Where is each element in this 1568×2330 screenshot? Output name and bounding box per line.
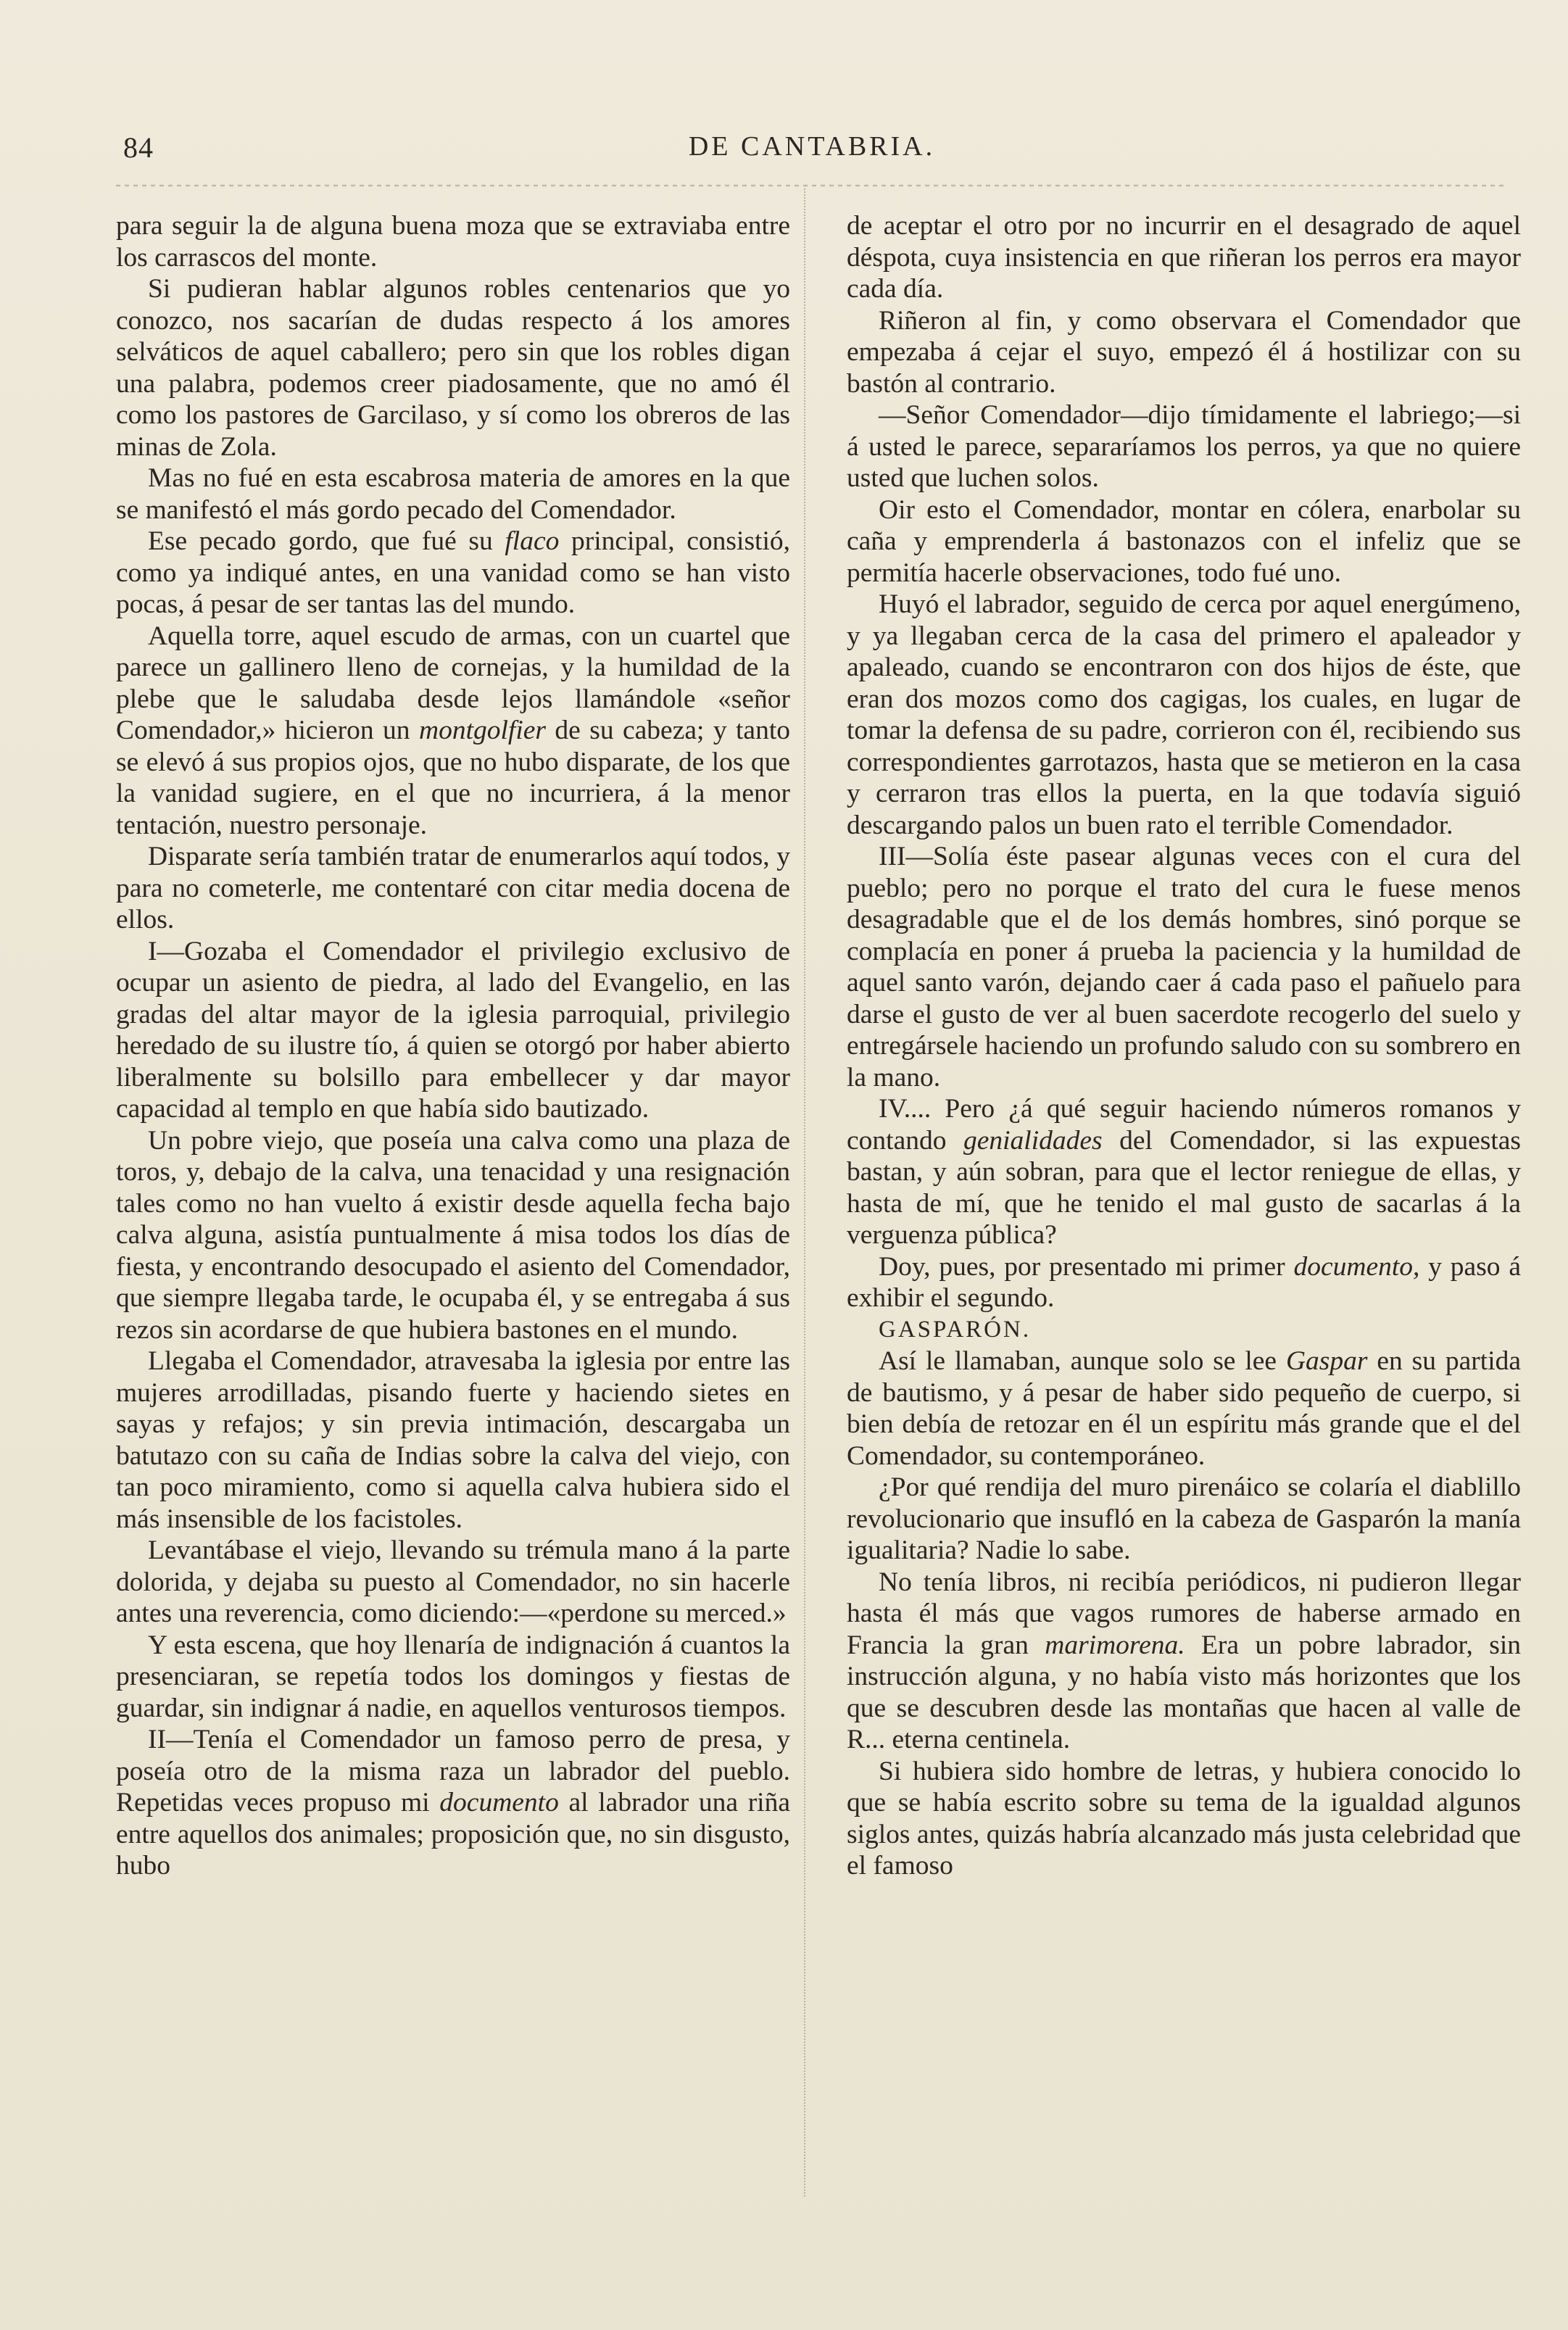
paragraph: para seguir la de alguna buena moza que se extraviaba entre los carrascos del monte.	[116, 211, 790, 273]
italic-text: Gaspar	[1285, 1346, 1368, 1376]
paragraph: No tenía libros, ni recibía periódicos, ni pudieron llegar hasta él más que vagos rumores de haberse armado en Francia la gran marimorena. Era un pobre labrador, sin instrucción alguna, y no había visto más horizontes que los que se descubren desde las montañas que hacen al valle de R... eterna centinela.	[847, 1567, 1521, 1754]
page-header	[116, 130, 1508, 174]
right-column	[847, 210, 1521, 1882]
column-divider	[804, 188, 805, 2197]
paragraph: III—Solía éste pasear algunas veces con el cura del pueblo; pero no porque el trato del cura le fuese menos desagradable que el de los demás hombres, sinó porque se complacía en poner á prueba la paciencia y la humildad de aquel santo varón, dejando caer á cada paso el pañuelo para darse el gusto de ver al buen sacerdote recogerlo del suelo y entregársele haciendo un profundo saludo con su sombrero en la mano.	[847, 842, 1521, 1093]
paragraph: I—Gozaba el Comendador el privilegio exclusivo de ocupar un asiento de piedra, al lado del Evangelio, en las gradas del altar mayor de la iglesia parroquial, privilegio heredado de su ilustre tío, á quien se otorgó por haber abierto liberalmente su bolsillo para embellecer y dar mayor capacidad al templo en que había sido bautizado.	[116, 936, 790, 1124]
paragraph: Disparate sería también tratar de enumerarlos aquí todos, y para no cometerle, me contentaré con citar media docena de ellos.	[116, 842, 790, 934]
italic-text: documento	[439, 1788, 559, 1817]
paragraph: Mas no fué en esta escabrosa materia de amores en la que se manifestó el más gordo pecado del Comendador.	[116, 463, 790, 525]
paragraph: —Señor Comendador—dijo tímidamente el labriego;—si á usted le parece, separaríamos los perros, ya que no quiere usted que luchen solos.	[847, 400, 1521, 493]
paragraph: Levantábase el viejo, llevando su trémula mano á la parte dolorida, y dejaba su puesto al Comendador, no sin hacerle antes una reverencia, como diciendo:—«perdone su merced.»	[116, 1535, 790, 1628]
section-heading: GASPARÓN.	[879, 1316, 1032, 1343]
paragraph: de aceptar el otro por no incurrir en el desagrado de aquel déspota, cuya insistencia en que riñeran los perros era mayor cada día.	[847, 211, 1521, 304]
header-rule	[116, 181, 1508, 190]
italic-text: documento,	[1293, 1251, 1420, 1282]
paragraph: Oir esto el Comendador, montar en cólera, enarbolar su caña y emprenderla á bastonazos con el infeliz que se permitía hacerle observaciones, todo fué uno.	[847, 494, 1521, 588]
paragraph: Y esta escena, que hoy llenaría de indignación á cuantos la presenciaran, se repetía todos los domingos y fiestas de guardar, sin indignar á nadie, en aquellos venturosos tiempos.	[116, 1630, 790, 1723]
paragraph: Huyó el labrador, seguido de cerca por aquel energúmeno, y ya llegaban cerca de la casa del primero el apaleador y apaleado, cuando se encontraron con dos hijos de éste, que eran dos mozos como dos cagigas, los cuales, en lugar de tomar la defensa de su padre, corrieron con él, recibiendo sus correspondientes garrotazos, hasta que se metieron en la casa y cerraron tras ellos la puerta, en la que todavía siguió descargando palos un buen rato el terrible Comendador.	[847, 589, 1521, 840]
paragraph: ¿Por qué rendija del muro pirenáico se colaría el diablillo revolucionario que insufló en la cabeza de Gasparón la manía igualitaria? Nadie lo sabe.	[847, 1472, 1521, 1565]
paragraph: Si pudieran hablar algunos robles centenarios que yo conozco, nos sacarían de dudas respecto á los amores selváticos de aquel caballero; pero sin que los robles digan una palabra, podemos creer piadosamente, que no amó él como los pastores de Garcilaso, y sí como los obreros de las minas de Zola.	[116, 274, 790, 462]
paragraph: II—Tenía el Comendador un famoso perro de presa, y poseía otro de la misma raza un labrador del pueblo. Repetidas veces propuso mi documento al labrador una riña entre aquellos dos animales; proposición que, no sin disgusto, hubo	[116, 1725, 790, 1881]
paragraph: Riñeron al fin, y como observara el Comendador que empezaba á cejar el suyo, empezó él á hostilizar con su bastón al contrario.	[847, 305, 1521, 399]
paragraph: Aquella torre, aquel escudo de armas, con un cuartel que parece un gallinero lleno de cornejas, y la humildad de la plebe que le saludaba desde lejos llamándole «señor Comendador,» hicieron un montgolfier de su cabeza; y tanto se elevó á sus propios ojos, que no hubo disparate, de los que la vanidad sugiere, en el que no incurriera, á la menor tentación, nuestro personaje.	[116, 621, 790, 840]
italic-text: flaco	[505, 526, 560, 556]
left-column	[116, 210, 790, 1882]
paragraph: Ese pecado gordo, que fué su flaco principal, consistió, como ya indiqué antes, en una vanidad como se han visto pocas, á pesar de ser tantas las del mundo.	[116, 526, 790, 619]
paragraph: IV.... Pero ¿á qué seguir haciendo números romanos y contando genialidades del Comendador, si las expuestas bastan, y aún sobran, para que el lector reniegue de ellas, y hasta de mí, que he tenido el mal gusto de sacarlas á la verguenza pública?	[847, 1094, 1521, 1250]
italic-text: marimorena.	[1045, 1630, 1185, 1660]
italic-text: genialidades	[963, 1125, 1103, 1156]
running-title: DE CANTABRIA.	[688, 131, 936, 162]
paragraph: Llegaba el Comendador, atravesaba la iglesia por entre las mujeres arrodilladas, pisando fuerte y haciendo sietes en sayas y refajos; y sin previa intimación, descargaba un batutazo con su caña de Indias sobre la calva del viejo, con tan poco miramiento, como si aquella calva hubiera sido el más insensible de los facistoles.	[116, 1346, 790, 1534]
paragraph: Doy, pues, por presentado mi primer documento, y paso á exhibir el segundo.	[847, 1251, 1521, 1313]
italic-text: montgolfier	[418, 716, 546, 745]
paragraph: Si hubiera sido hombre de letras, y hubiera conocido lo que se había escrito sobre su tema de la igualdad algunos siglos antes, quizás habría alcanzado más justa celebridad que el famoso	[847, 1756, 1521, 1881]
paragraph: Un pobre viejo, que poseía una calva como una plaza de toros, y, debajo de la calva, una tenacidad y una resignación tales como no han vuelto á existir desde aquella fecha bajo calva alguna, asistía puntualmente á misa todos los días de fiesta, y encontrando desocupado el asiento del Comendador, que siempre llegaba tarde, le ocupaba él, y se entregaba á sus rezos sin acordarse de que hubiera bastones en el mundo.	[116, 1125, 790, 1345]
paragraph: Así le llamaban, aunque solo se lee Gaspar en su partida de bautismo, y á pesar de haber sido pequeño de cuerpo, si bien debía de retozar en él un espíritu más grande que el del Comendador, su contemporáneo.	[847, 1346, 1522, 1471]
page-number: 84	[123, 131, 154, 164]
